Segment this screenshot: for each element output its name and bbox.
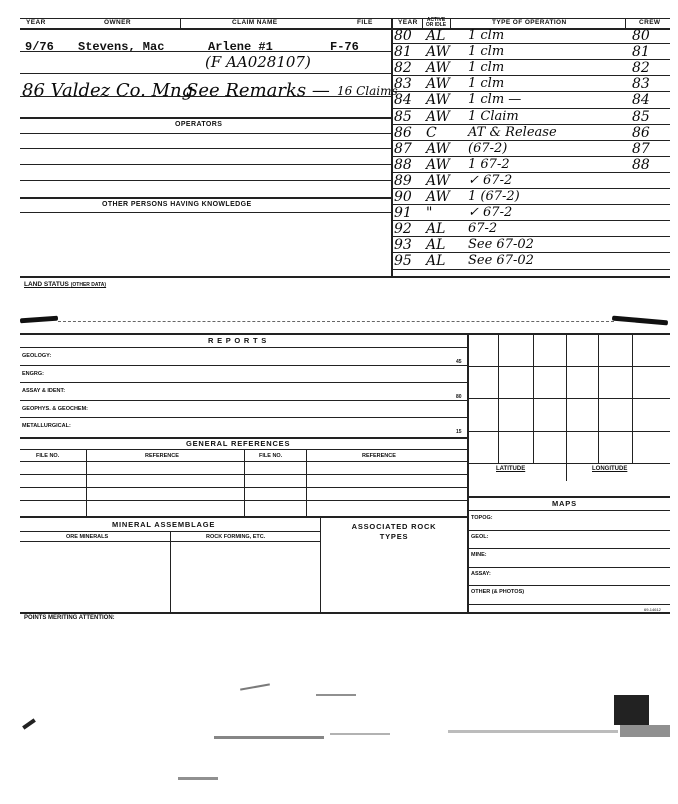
operation-status: AL: [426, 28, 446, 44]
operators-label: OPERATORS: [175, 121, 223, 128]
operation-status: AL: [426, 237, 446, 254]
maps-row-rule: [467, 530, 670, 531]
other-persons-label: OTHER PERSONS HAVING KNOWLEDGE: [102, 201, 252, 208]
operation-status: AL: [426, 253, 446, 270]
header-divider: [180, 18, 181, 28]
latitude-label: LATITUDE: [496, 466, 526, 472]
record-owner2-file: 16 Claims: [337, 84, 398, 98]
scan-artifact-block: [614, 695, 649, 725]
operation-type: 1 clm: [468, 44, 505, 60]
ops-divider-2: [450, 18, 451, 28]
record-owner2-note: See Remarks —: [186, 80, 330, 101]
mineral-ore-label: ORE MINERALS: [66, 534, 109, 540]
right-panel-border: [467, 333, 469, 612]
header-file: FILE: [357, 19, 373, 26]
general-ref-col-div-3: [306, 449, 307, 516]
reports-row-label: ENGRG:: [22, 370, 44, 377]
operation-crew: 88: [632, 156, 650, 173]
general-ref-title: GENERAL REFERENCES: [186, 439, 291, 448]
scan-artifact-dash-1: [240, 683, 270, 690]
land-status-label: [24, 281, 106, 288]
record-claim-id: (F AA028107): [205, 53, 311, 71]
operation-year: 90: [394, 189, 412, 205]
operation-status: AW: [426, 140, 450, 157]
land-status-sub: (OTHER DATA): [70, 282, 107, 288]
operation-type: 1 clm —: [468, 92, 522, 108]
mineral-top-rule: [20, 516, 468, 518]
general-ref-col-div-1: [86, 449, 87, 516]
operation-year: 86: [394, 124, 412, 141]
lat-grid-h2: [467, 398, 670, 399]
tear-mark-right: [612, 316, 668, 326]
general-ref-col-ref2: REFERENCE: [362, 453, 396, 459]
mineral-rock-label: ROCK FORMING, ETC.: [206, 534, 266, 540]
general-ref-col-ref1: REFERENCE: [145, 453, 179, 459]
operation-crew: 85: [632, 108, 650, 125]
operation-status: AW: [426, 44, 450, 61]
operation-type: 1 (67-2): [468, 189, 520, 204]
general-ref-col-file2: FILE NO.: [259, 453, 283, 459]
reports-row-rule: [20, 400, 467, 401]
operation-year: 87: [394, 140, 412, 157]
operators-line-2: [20, 148, 392, 149]
operation-status: AW: [426, 92, 450, 109]
maps-row-label: GEOL:: [471, 533, 489, 540]
header-owner: OWNER: [104, 19, 131, 26]
scan-artifact-dash-2: [316, 694, 356, 696]
land-status-rule: [20, 276, 670, 278]
operation-status: C: [426, 124, 437, 141]
form-number: 69-14612: [644, 607, 661, 612]
operation-status: AL: [426, 221, 446, 238]
operators-section-rule: [20, 197, 392, 199]
operation-status: ": [426, 205, 433, 222]
operation-year: 80: [394, 28, 412, 44]
header-year-ops: YEAR: [398, 19, 418, 26]
operation-type: 67-2: [468, 221, 498, 237]
operation-year: 85: [394, 108, 412, 125]
reports-row-label: METALLURGICAL:: [22, 423, 71, 429]
operation-type: 1 Claim: [468, 108, 519, 124]
lat-grid-h4: [467, 463, 670, 464]
owner-line-1: [20, 51, 392, 52]
reports-row-number: 80: [456, 394, 462, 400]
operation-crew: 83: [632, 76, 650, 93]
lat-grid-v3: [566, 333, 567, 481]
header-type-of-operation: TYPE OF OPERATION: [492, 19, 567, 26]
header-year: YEAR: [26, 19, 46, 26]
operation-status: AW: [426, 156, 450, 173]
operation-year: 89: [394, 172, 412, 189]
record-file: F-76: [330, 40, 359, 54]
longitude-label: LONGITUDE: [592, 466, 628, 472]
reports-title: R E P O R T S: [208, 336, 268, 345]
reports-row-rule: [20, 347, 467, 348]
maps-top-rule: [467, 496, 670, 498]
operation-crew: 87: [632, 140, 650, 157]
operation-status: AW: [426, 60, 450, 77]
maps-row-label: TOPOG:: [471, 515, 493, 521]
operation-year: 93: [394, 237, 412, 254]
record-claim: Arlene #1: [208, 40, 273, 54]
scan-artifact-mark: [22, 718, 36, 729]
owner-line-2: [20, 73, 392, 74]
operators-line-3: [20, 164, 392, 165]
owner-line-3: [20, 96, 392, 97]
operation-type: ✓ 67-2: [468, 172, 513, 188]
reports-row-rule: [20, 417, 467, 418]
operation-status: AW: [426, 172, 450, 189]
operation-year: 95: [394, 253, 412, 270]
operation-row-rule: [391, 204, 670, 205]
operation-crew: 80: [632, 28, 650, 44]
operation-type: 1 67-2: [468, 156, 510, 172]
operation-type: ✓ 67-2: [468, 205, 513, 221]
owner-section-rule: [20, 117, 392, 119]
ops-divider-1: [422, 18, 423, 28]
operation-year: 88: [394, 156, 412, 173]
operation-crew: 81: [632, 44, 650, 61]
bottom-rule: [20, 612, 670, 614]
operation-year: 82: [394, 60, 412, 77]
reports-row-label: GEOLOGY:: [22, 353, 52, 359]
maps-row-rule: [467, 567, 670, 568]
scan-artifact-smear-2: [330, 733, 390, 735]
maps-header-rule: [467, 510, 670, 511]
operation-type: See 67-02: [468, 237, 534, 253]
tear-line: [58, 321, 614, 322]
operation-year: 91: [394, 205, 412, 222]
scan-artifact-smear-3: [448, 730, 618, 733]
reports-row-rule: [20, 382, 467, 383]
maps-row-rule: [467, 585, 670, 586]
operation-type: 1 clm: [468, 28, 505, 43]
operation-row-rule: [391, 269, 670, 270]
reports-row-label: GEOPHYS. & GEOCHEM:: [22, 405, 89, 412]
assoc-rock-types: ASSOCIATED ROCK TYPES: [351, 522, 437, 541]
header-claim-name: CLAIM NAME: [232, 19, 278, 26]
points-meriting-label: POINTS MERITING ATTENTION:: [24, 615, 115, 621]
operation-crew: 84: [632, 92, 650, 109]
maps-row-rule: [467, 604, 670, 605]
operation-status: AW: [426, 189, 450, 205]
record-owner2: 86 Valdez Co. Mng: [22, 80, 194, 101]
mineral-col-div: [170, 531, 171, 612]
operators-line-1: [20, 133, 392, 134]
scan-artifact-smear-1: [214, 736, 324, 739]
general-ref-col-file1: FILE NO.: [36, 453, 60, 459]
record-owner: Stevens, Mac: [78, 40, 165, 54]
maps-row-rule: [467, 548, 670, 549]
operation-status: AW: [426, 108, 450, 125]
reports-row-number: 15: [456, 429, 462, 435]
land-status-title: LAND STATUS: [24, 281, 69, 288]
tear-mark-left: [20, 316, 58, 324]
operation-year: 83: [394, 76, 412, 93]
ops-divider-3: [625, 18, 626, 28]
maps-row-label: ASSAY:: [471, 570, 491, 577]
mineral-title: MINERAL ASSEMBLAGE: [112, 520, 216, 529]
maps-row-label: OTHER (& PHOTOS): [471, 589, 525, 595]
header-bottom-rule: [20, 28, 670, 30]
scan-artifact-smear-4: [620, 725, 670, 737]
operation-year: 92: [394, 221, 412, 238]
general-ref-col-div-2: [244, 449, 245, 516]
operation-type: 1 clm: [468, 60, 505, 76]
operation-year: 81: [394, 44, 412, 61]
operation-type: See 67-02: [468, 253, 534, 269]
reports-row-label: ASSAY & IDENT:: [22, 388, 66, 394]
operation-type: AT & Release: [468, 124, 557, 140]
operation-status: AW: [426, 76, 450, 93]
operation-crew: 86: [632, 124, 650, 141]
operation-type: 1 clm: [468, 76, 505, 92]
reports-row-number: 45: [456, 359, 462, 365]
lat-grid-h3: [467, 431, 670, 432]
maps-row-label: MINE:: [471, 552, 487, 558]
reports-row-rule: [20, 365, 467, 366]
operation-crew: 82: [632, 60, 650, 77]
record-date: 9/76: [25, 40, 54, 54]
lat-grid-h1: [467, 366, 670, 367]
operation-year: 84: [394, 92, 412, 109]
reports-top-rule: [20, 333, 670, 335]
scan-artifact-dash-3: [178, 777, 218, 780]
operators-line-4: [20, 180, 392, 181]
header-crew: CREW: [639, 19, 661, 26]
other-persons-line: [20, 212, 392, 213]
ops-left-border: [391, 18, 393, 276]
maps-title: MAPS: [552, 499, 577, 508]
header-active-idle: ACTIVE OR IDLE: [425, 17, 447, 28]
assoc-col-div: [320, 516, 321, 612]
operation-type: (67-2): [468, 140, 508, 156]
